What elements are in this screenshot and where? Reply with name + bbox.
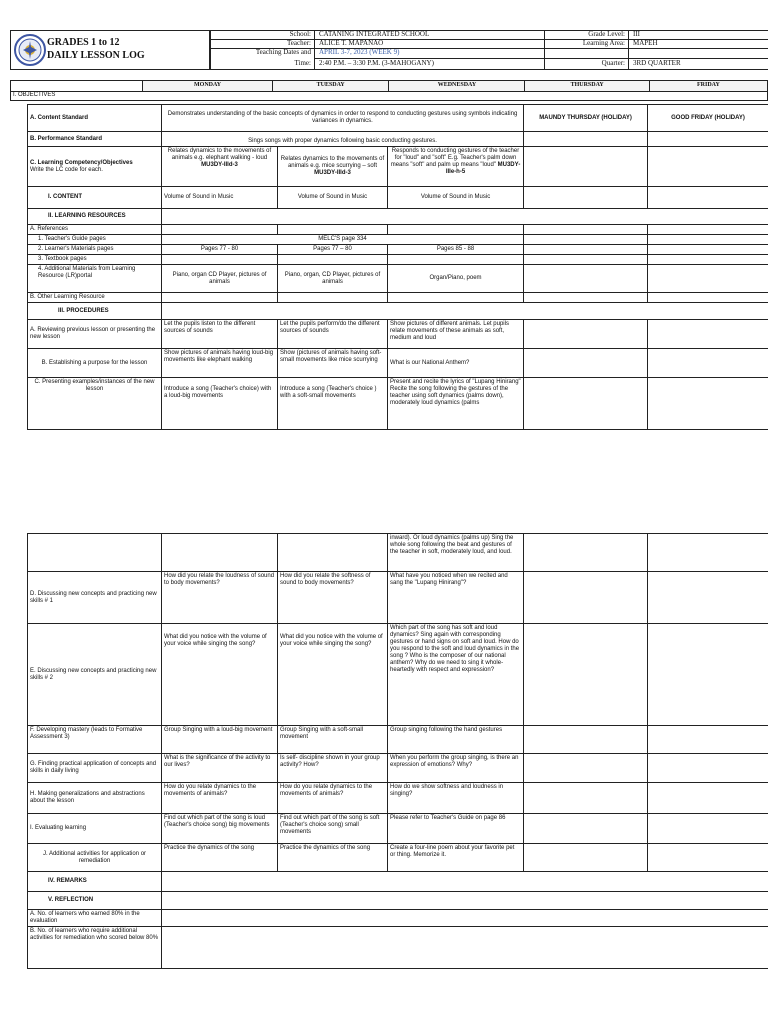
day-header-table [10, 80, 768, 101]
proc-c-label: C. Presenting examples/instances of the new lesson [28, 378, 162, 430]
content-wed: Volume of Sound in Music [388, 187, 524, 209]
deped-seal-icon [14, 34, 46, 66]
proc-a-mon: Let the pupils listen to the different sources of sounds [162, 320, 278, 349]
proc-h-tue: How do you relate dynamics to the movements of animals? [278, 783, 388, 814]
proc-j-tue: Practice the dynamics of the song [278, 844, 388, 872]
friday-holiday: GOOD FRIDAY (HOLIDAY) [648, 105, 768, 132]
header-title-box [10, 30, 210, 70]
proc-j-label: J. Additional activities for application or remediation [28, 844, 162, 872]
proc-b-label: B. Establishing a purpose for the lesson [28, 349, 162, 378]
other-label: B. Other Learning Resource [28, 293, 162, 303]
content-tue: Volume of Sound in Music [278, 187, 388, 209]
teacher-label: Teacher: [287, 39, 311, 47]
proc-b-mon: Show pictures of animals having loud-big movements like elephant walking [162, 349, 278, 378]
tg-value: MELC'S page 334 [162, 235, 524, 245]
proc-d-wed: What have you noticed when we recited and sang the "Lupang Hinirang"? [388, 572, 524, 624]
proc-i-wed: Please refer to Teacher's Guide on page 86 [388, 814, 524, 844]
proc-b-wed: What is our National Anthem? [388, 349, 524, 378]
performance-standard-value: Sings songs with proper dynamics following basic conducting gestures. [162, 132, 524, 147]
proc-h-label: H. Making generalizations and abstractions about the lesson [28, 783, 162, 814]
competency-label-cell [28, 147, 162, 187]
proc-d-mon: How did you relate the loudness of sound to body movements? [162, 572, 278, 624]
references-label: A. References [28, 225, 162, 235]
area-value: MAPEH [633, 39, 658, 47]
content-mon: Volume of Sound in Music [162, 187, 278, 209]
competency-tue [278, 147, 388, 187]
dates-label-2: Time: [294, 59, 311, 67]
proc-c-wed: Present and recite the lyrics of "Lupang Hinirang" Recite the song following the gestures of the teacher using soft dynamics (palms down), moderately loud dynamics (palms [388, 378, 524, 430]
day-wednesday: WEDNESDAY [389, 81, 525, 92]
additional-tue: Piano, organ, CD Player, pictures of animals [278, 265, 388, 293]
proc-c-wed-cont: inward). Or loud dynamics (palms up) Sing the whole song following the beat and gestures of the teacher in soft, moderately loud, and loud. [388, 534, 524, 572]
school-label: School: [289, 30, 311, 38]
proc-j-wed: Create a four-line poem about your favorite pet or thing. Memorize it. [388, 844, 524, 872]
title-line-1: GRADES 1 to 12 [47, 37, 120, 48]
competency-mon-text: Relates dynamics to the movements of animals e.g. elephant walking - loud [167, 148, 272, 161]
lm-label: 2. Learner's Materials pages [28, 245, 162, 255]
proc-g-tue: Is self- discipline shown in your group activity? How? [278, 754, 388, 783]
proc-i-mon: Find out which part of the song is loud (Teacher's choice song) big movements [162, 814, 278, 844]
proc-h-mon: How do you relate dynamics to the movements of animals? [162, 783, 278, 814]
day-thursday: THURSDAY [525, 81, 649, 92]
day-friday: FRIDAY [649, 81, 767, 92]
proc-g-wed: When you perform the group singing, is there an expression of emotions? Why? [388, 754, 524, 783]
lm-wed: Pages 85 - 88 [388, 245, 524, 255]
proc-c-tue: Introduce a song (Teacher's choice ) with a soft-small movements [278, 378, 388, 430]
competency-sub: Write the LC code for each. [30, 166, 103, 173]
proc-g-mon: What is the significance of the activity to our lives? [162, 754, 278, 783]
proc-i-tue: Find out which part of the song is soft (Teacher's choice song) small movements [278, 814, 388, 844]
proc-a-wed: Show pictures of different animals. Let pupils relate movements of these animals as soft, medium and loud [388, 320, 524, 349]
content-standard-value: Demonstrates understanding of the basic concepts of dynamics in order to respond to conducting gestures using symbols indicating variances in dynamics. [162, 105, 524, 132]
additional-label: 4. Additional Materials from Learning Resource (LR)portal [28, 265, 162, 293]
proc-d-tue: How did you relate the softness of sound to body movements? [278, 572, 388, 624]
competency-tue-text: Relates dynamics to the movements of animals e.g. mice scurrying – soft [280, 156, 385, 169]
title-line-2: DAILY LESSON LOG [47, 50, 145, 61]
competency-mon-code: MU3DY-IIId-3 [201, 162, 238, 168]
competency-mon [162, 147, 278, 187]
reflection-label: V. REFLECTION [28, 892, 162, 910]
school-value: CATANING INTEGRATED SCHOOL [319, 30, 430, 38]
remarks-label: IV. REMARKS [28, 872, 162, 892]
additional-mon: Piano, organ CD Player, pictures of animals [162, 265, 278, 293]
procedures-label: III. PROCEDURES [28, 303, 162, 320]
resources-label: II. LEARNING RESOURCES [28, 209, 162, 225]
proc-e-tue: What did you notice with the volume of your voice while singing the song? [278, 624, 388, 726]
competency-wed-text: Responds to conducting gestures of the teacher for "loud" and "soft" E.g. Teacher's palm down means "soft" and palm up means "loud" [390, 148, 520, 168]
proc-f-wed: Group singing following the hand gestures [388, 726, 524, 754]
content-label: I. CONTENT [28, 187, 162, 209]
proc-f-tue: Group Singing with a soft-small movement [278, 726, 388, 754]
refl-b-label: B. No. of learners who require additional activities for remediation who scored below 80% [28, 927, 162, 969]
lm-mon: Pages 77 - 80 [162, 245, 278, 255]
refl-a-label: A. No. of learners who earned 80% in the evaluation [28, 910, 162, 927]
teacher-value: ALICE T. MAPANAO [319, 39, 384, 47]
quarter-label: Quarter: [601, 59, 625, 67]
proc-f-label: F. Developing mastery (leads to Formative Assessment 3) [28, 726, 162, 754]
grade-label: Grade Level: [588, 30, 625, 38]
competency-wed [388, 147, 524, 187]
additional-wed: Organ/Piano, poem [388, 265, 524, 293]
objectives-heading: I. OBJECTIVES [11, 92, 768, 101]
lesson-table-page1 [27, 104, 768, 430]
proc-a-tue: Let the pupils perform/do the different sources of sounds [278, 320, 388, 349]
proc-e-label: E. Discussing new concepts and practicing new skills # 2 [28, 624, 162, 726]
competency-label: C. Learning Competency/Objectives [30, 159, 133, 166]
lesson-table-page2 [27, 533, 768, 969]
content-standard-label: A. Content Standard [28, 105, 162, 132]
proc-a-label: A. Reviewing previous lesson or presenting the new lesson [28, 320, 162, 349]
proc-j-mon: Practice the dynamics of the song [162, 844, 278, 872]
proc-i-label: I. Evaluating learning [28, 814, 162, 844]
grade-value: III [633, 30, 640, 38]
proc-e-wed: Which part of the song has soft and loud dynamics? Sing again with corresponding gestures or hand signs on soft and loud. How do you respond to the soft and loud dynamics in the song ? Who is the composer of our national anthem? Why do we need to sing it whole-heartedly with respect and expression? [388, 624, 524, 726]
time-value: 2:40 P.M. – 3:30 P.M. (3-MAHOGANY) [319, 59, 434, 67]
area-label: Learning Area: [582, 39, 625, 47]
day-monday: MONDAY [143, 81, 273, 92]
performance-standard-label: B. Performance Standard [28, 132, 162, 147]
day-tuesday: TUESDAY [272, 81, 389, 92]
thursday-holiday: MAUNDY THURSDAY (HOLIDAY) [524, 105, 648, 132]
tg-label: 1. Teacher's Guide pages [28, 235, 162, 245]
quarter-value: 3RD QUARTER [633, 59, 681, 67]
proc-c-mon: Introduce a song (Teacher's choice) with a loud-big movements [162, 378, 278, 430]
proc-f-mon: Group Singing with a loud-big movement [162, 726, 278, 754]
competency-tue-code: MU3DY-IIId-3 [314, 170, 351, 176]
proc-e-mon: What did you notice with the volume of your voice while singing the song? [162, 624, 278, 726]
lm-tue: Pages 77 – 80 [278, 245, 388, 255]
proc-b-tue: Show (pictures of animals having soft-small movements like mice scurrying [278, 349, 388, 378]
proc-g-label: G. Finding practical application of concepts and skills in daily living [28, 754, 162, 783]
dates-value: APRIL 3-7, 2023 (WEEK 9) [319, 48, 400, 56]
dates-label-1: Teaching Dates and [255, 48, 311, 56]
textbook-label: 3. Textbook pages [28, 255, 162, 265]
proc-d-label: D. Discussing new concepts and practicing new skills # 1 [28, 572, 162, 624]
competency-wed-code: MU3DY-IIIe-h-5 [445, 162, 521, 175]
proc-h-wed: How do we show softness and loudness in singing? [388, 783, 524, 814]
